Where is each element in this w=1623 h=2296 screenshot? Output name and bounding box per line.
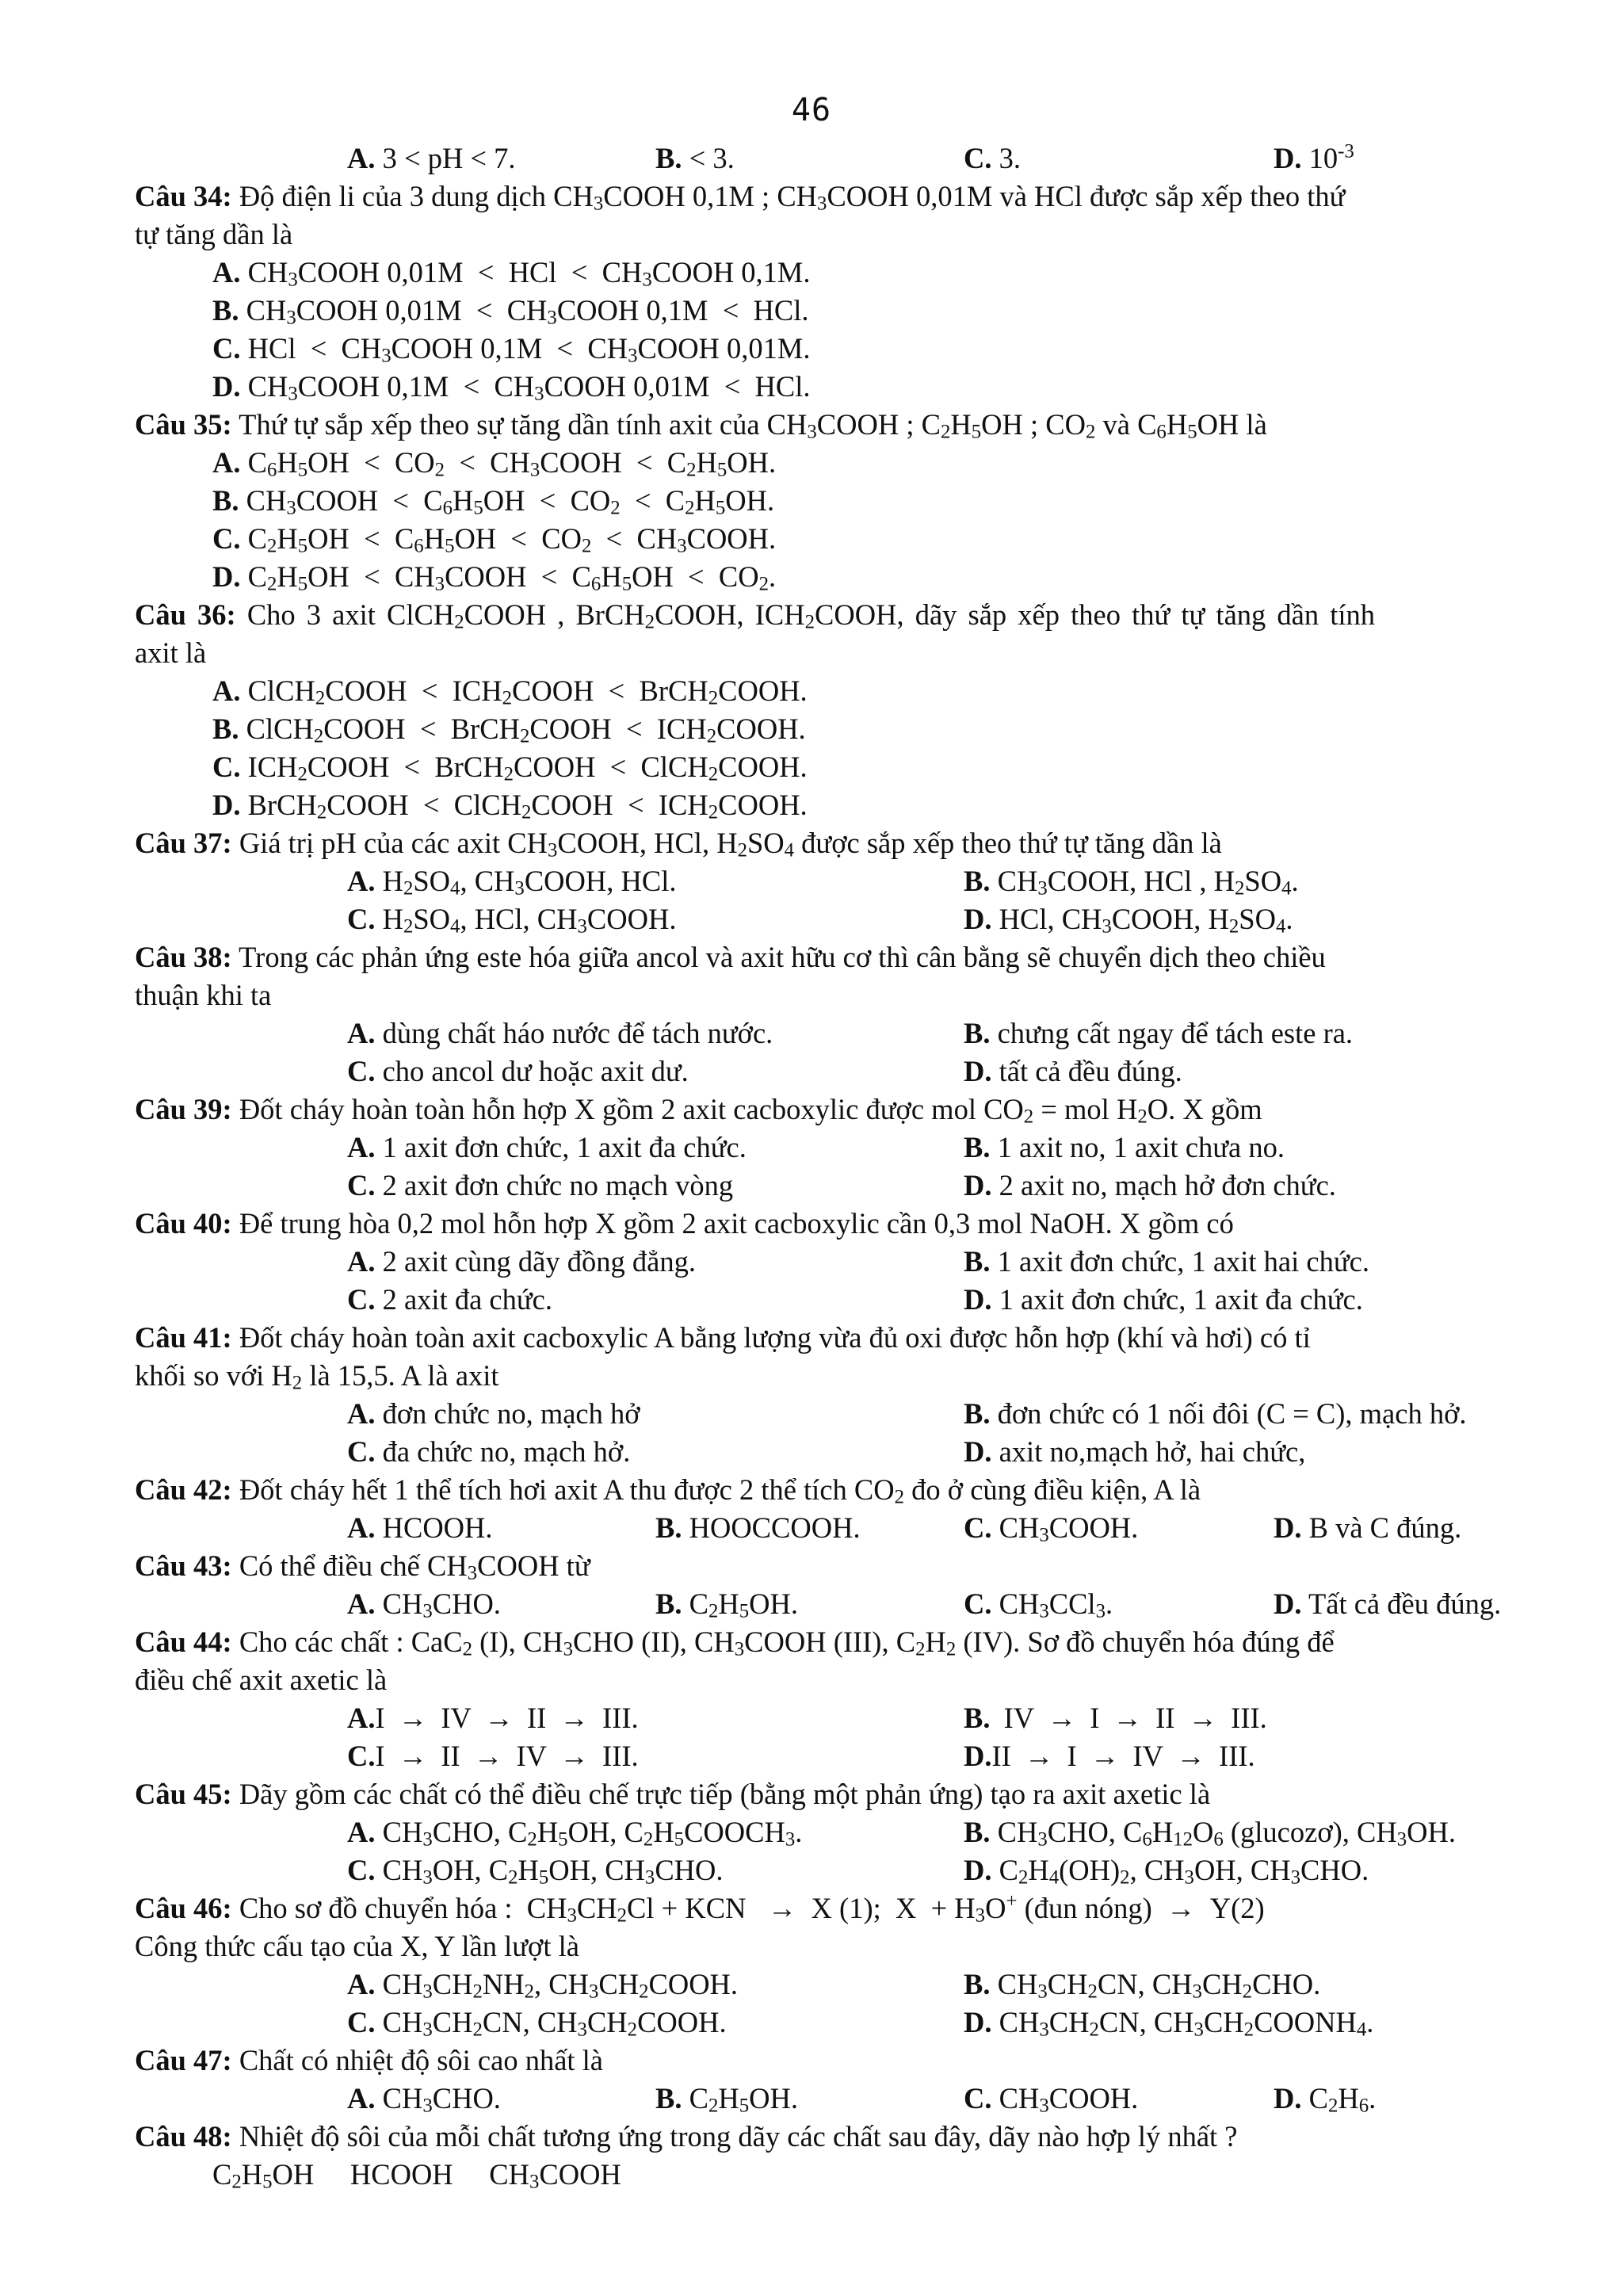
q41-option-b: B. đơn chức có 1 nối đôi (C = C), mạch hở.: [964, 1397, 1467, 1430]
q42-stem: Câu 42: Đốt cháy hết 1 thể tích hơi axit A thu được 2 thể tích $CO_2$ đo ở cùng điều kiện, A là: [135, 1473, 1201, 1508]
q41-stem-line1: Câu 41: Đốt cháy hoàn toàn axit cacboxylic A bằng lượng vừa đủ oxi được hỗn hợp (khí và hơi) có tỉ: [135, 1321, 1311, 1354]
q45-option-d: D. $C_2H_4(OH)_2$, $CH_3OH$, $CH_3CHO$.: [964, 1854, 1369, 1889]
q38-option-c: C. cho ancol dư hoặc axit dư.: [347, 1055, 689, 1087]
q40-option-b: B. 1 axit đơn chức, 1 axit hai chức.: [964, 1245, 1369, 1278]
q47-stem: Câu 47: Chất có nhiệt độ sôi cao nhất là: [135, 2044, 604, 2076]
q43-option-b: B. $C_2H_5OH$.: [655, 1587, 798, 1622]
q48-stem: Câu 48: Nhiệt độ sôi của mỗi chất tương ứng trong dãy các chất sau đây, dãy nào hợp lý nhất ?: [135, 2120, 1238, 2153]
q39-option-c: C. 2 axit đơn chức no mạch vòng: [347, 1169, 734, 1201]
q35-option-c: C. $C_2H_5OH < C_6H_5OH < CO_2$ < $CH_3COOH$.: [212, 522, 777, 557]
q40-option-d: D. 1 axit đơn chức, 1 axit đa chức.: [964, 1283, 1363, 1316]
q36-option-b: B. ClCH$_2$COOH < BrCH$_2$COOH < $ICH_2COOH$.: [212, 712, 806, 747]
q37-option-c: C. $H_2SO_4$, HCl, $CH_3COOH$.: [347, 903, 677, 938]
q45-option-a: A. $CH_3CHO$, $C_2H_5OH$, $C_2H_5COOCH_3$.: [347, 1816, 803, 1851]
q37-option-b: B. $CH_3COOH$, HCl , $H_2SO_4$.: [964, 865, 1299, 900]
q46-option-d: D. $CH_3CH_2CN$, $CH_3CH_2COONH_4$.: [964, 2006, 1374, 2041]
q35-option-b: B. $CH_3COOH < C_6H_5OH < CO_2 < C_2H_5OH$.: [212, 484, 775, 519]
page-number: 46: [791, 92, 832, 128]
q47-option-b: B. $C_2H_5OH$.: [655, 2082, 798, 2117]
q48-compounds: $C_2H_5OH$ HCOOH $CH_3COOH$: [212, 2158, 621, 2193]
q40-option-c: C. 2 axit đa chức.: [347, 1283, 552, 1316]
q42-option-d: D. B và C đúng.: [1274, 1511, 1462, 1544]
q39-option-a: A. 1 axit đơn chức, 1 axit đa chức.: [347, 1131, 747, 1163]
q37-option-d: D. HCl, $CH_3COOH$, $H_2SO_4$.: [964, 903, 1293, 938]
q33-option-a: A. 3 < pH < 7.: [347, 142, 516, 174]
q33-option-b: B. < 3.: [655, 142, 735, 174]
q34-option-c: C. HCl < $CH_3COOH$ $0,1M < CH_3COOH$ 0,01M.: [212, 332, 811, 367]
q46-option-c: C. $CH_3CH_2CN$, $CH_3CH_2COOH$.: [347, 2006, 727, 2041]
q35-option-a: A. $C_6H_5OH < CO_2$ < $CH_3COOH < C_2H_5OH$.: [212, 446, 777, 481]
q38-option-b: B. chưng cất ngay để tách este ra.: [964, 1017, 1354, 1049]
q39-option-d: D. 2 axit no, mạch hở đơn chức.: [964, 1169, 1336, 1201]
q33-option-d: D. $10^{-3}$: [1274, 140, 1354, 174]
q45-option-c: C. $CH_3OH$, $C_2H_5OH$, $CH_3CHO$.: [347, 1854, 724, 1889]
q36-option-d: D. BrCH$_2$COOH < ClCH$_2$COOH < $ICH_2COOH$.: [212, 789, 808, 823]
q38-option-d: D. tất cả đều đúng.: [964, 1055, 1182, 1087]
q42-option-b: B. HOOCCOOH.: [655, 1511, 861, 1544]
q44-option-a: A.I → IV → II → III.: [347, 1702, 639, 1734]
q39-option-b: B. 1 axit no, 1 axit chưa no.: [964, 1131, 1285, 1163]
q43-option-d: D. Tất cả đều đúng.: [1274, 1587, 1502, 1620]
q44-option-d: D.II → I → IV → III.: [964, 1740, 1255, 1772]
q40-option-a: A. 2 axit cùng dãy đồng đẳng.: [347, 1245, 696, 1278]
q38-option-a: A. dùng chất háo nước để tách nước.: [347, 1017, 773, 1049]
q47-option-c: C. $CH_3COOH$.: [964, 2082, 1139, 2117]
q37-stem: Câu 37: Giá trị pH của các axit $CH_3COOH$, HCl, $H_2SO_4$ được sắp xếp theo thứ tự tăng dần là: [135, 827, 1222, 861]
q46-stem-line2: Công thức cấu tạo của X, Y lần lượt là: [135, 1930, 579, 1962]
q44-stem-line1: Câu 44: Cho các chất : CaC$_2$ (I), $CH_3CHO$ (II), $CH_3COOH$ (III), $C_2H_2$ (IV). Sơ đồ chuyển hóa đúng để: [135, 1626, 1335, 1660]
q34-stem-line1: Câu 34: Độ điện li của 3 dung dịch $CH_3COOH$ 0,1M ; $CH_3COOH$ 0,01M và HCl được sắp xếp theo thứ: [135, 180, 1346, 215]
q38-stem-line1: Câu 38: Trong các phản ứng este hóa giữa ancol và axit hữu cơ thì cân bằng sẽ chuyển dịch theo chiều: [135, 941, 1326, 973]
q34-stem-line2: tự tăng dần là: [135, 218, 293, 250]
q46-option-a: A. $CH_3CH_2NH_2$, $CH_3CH_2COOH$.: [347, 1968, 739, 2003]
q44-option-b: B. IV → I → II → III.: [964, 1702, 1267, 1734]
q36-stem-line2: axit là: [135, 636, 207, 669]
q34-option-a: A. $CH_3COOH$ 0,01M < HCl < $CH_3COOH$ 0,1M.: [212, 256, 811, 291]
q41-stem-line2: khối so với $H_2$ là 15,5. A là axit: [135, 1359, 499, 1394]
q33-option-c: C. 3.: [964, 142, 1021, 174]
q46-option-b: B. $CH_3CH_2CN$, $CH_3CH_2CHO$.: [964, 1968, 1321, 2003]
q36-option-c: C. $ICH_2COOH$ < BrCH$_2$COOH < ClCH$_2$COOH.: [212, 751, 808, 785]
q47-option-a: A. $CH_3CHO$.: [347, 2082, 501, 2117]
q36-stem-line1: Câu 36: Cho 3 axit ClCH$_2$COOH , BrCH$_2$COOH, $ICH_2COOH$, dãy sắp xếp theo thứ tự tăng dần tính: [135, 598, 1376, 633]
q40-stem: Câu 40: Để trung hòa 0,2 mol hỗn hợp X gồm 2 axit cacboxylic cần 0,3 mol NaOH. X gồm có: [135, 1207, 1234, 1240]
q41-option-d: D. axit no,mạch hở, hai chức,: [964, 1435, 1306, 1468]
q34-option-d: D. $CH_3COOH$ $0,1M < CH_3COOH$ 0,01M < HCl.: [212, 370, 811, 405]
q44-stem-line2: điều chế axit axetic là: [135, 1664, 388, 1696]
q37-option-a: A. $H_2SO_4$, $CH_3COOH$, HCl.: [347, 865, 677, 900]
q44-option-c: C.I → II → IV → III.: [347, 1740, 639, 1772]
q41-option-c: C. đa chức no, mạch hở.: [347, 1435, 631, 1468]
q42-option-c: C. $CH_3COOH$.: [964, 1511, 1139, 1546]
q45-option-b: B. $CH_3CHO$, $C_6H_{12}O_6$ (glucozơ), $CH_3OH$.: [964, 1816, 1456, 1851]
q34-option-b: B. $CH_3COOH$ $0,01M < CH_3COOH$ 0,1M < HCl.: [212, 294, 809, 329]
q47-option-d: D. $C_2H_6$.: [1274, 2082, 1377, 2117]
q43-option-c: C. $CH_3CCl_3$.: [964, 1587, 1113, 1622]
q41-option-a: A. đơn chức no, mạch hở: [347, 1397, 640, 1430]
q36-option-a: A. ClCH$_2$COOH < $ICH_2COOH$ < BrCH$_2$COOH.: [212, 674, 808, 709]
q35-option-d: D. $C_2H_5OH$ < $CH_3COOH < C_6H_5OH < CO_2$.: [212, 560, 777, 595]
q45-stem: Câu 45: Dãy gồm các chất có thể điều chế trực tiếp (bằng một phản ứng) tạo ra axit axetic là: [135, 1778, 1211, 1810]
q38-stem-line2: thuận khi ta: [135, 979, 272, 1011]
q39-stem: Câu 39: Đốt cháy hoàn toàn hỗn hợp X gồm 2 axit cacboxylic được mol $CO_2$ = mol $H_2O$. X gồm: [135, 1093, 1262, 1128]
q43-option-a: A. $CH_3CHO$.: [347, 1587, 501, 1622]
q46-stem-line1: Câu 46: Cho sơ đồ chuyển hóa : $CH_3CH_2Cl$ + KCN → X (1); $X + H_3O^+$ (đun nóng) → Y(2): [135, 1890, 1265, 1927]
q42-option-a: A. HCOOH.: [347, 1511, 493, 1544]
q43-stem: Câu 43: Có thể điều chế $CH_3COOH$ từ: [135, 1549, 590, 1584]
q35-stem: Câu 35: Thứ tự sắp xếp theo sự tăng dần tính axit của $CH_3COOH$ ; $C_2H_5OH$ ; $CO_2$ và $C_6H_5OH$ là: [135, 408, 1267, 443]
